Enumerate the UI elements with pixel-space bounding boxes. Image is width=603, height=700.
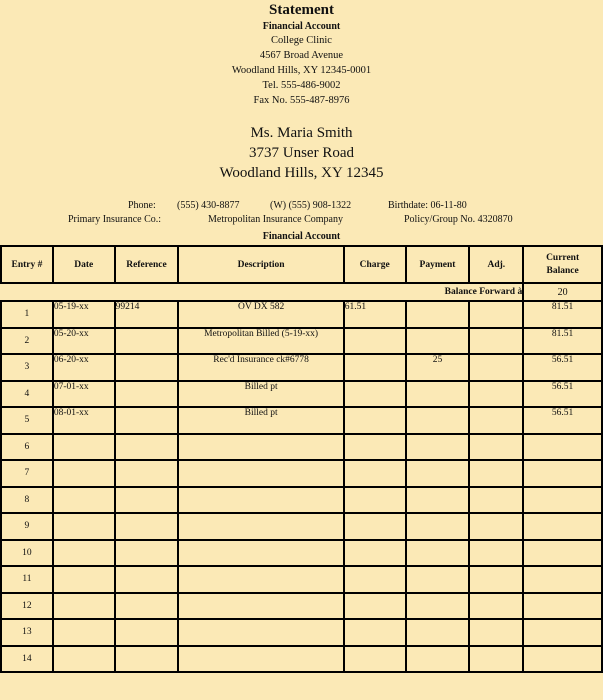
description-cell xyxy=(178,434,343,461)
adj-cell xyxy=(469,301,523,328)
adj-cell xyxy=(469,619,523,646)
payment-cell xyxy=(406,646,470,673)
payment-cell xyxy=(406,487,470,514)
payment-cell: 25 xyxy=(406,354,470,381)
balance-forward-row xyxy=(1,283,602,301)
ledger-row xyxy=(1,354,602,381)
adj-cell xyxy=(469,566,523,593)
description-cell: Billed pt xyxy=(178,407,343,434)
patient-city: Woodland Hills, XY 12345 xyxy=(219,165,384,181)
balance-forward-label: Balance Forward à xyxy=(1,283,523,301)
adj-cell xyxy=(469,407,523,434)
balance-cell xyxy=(523,566,602,593)
ledger-row xyxy=(1,513,602,540)
clinic-street: 4567 Broad Avenue xyxy=(259,50,344,61)
charge-cell xyxy=(344,354,406,381)
entry-cell: 2 xyxy=(1,328,53,355)
date-cell: 05-20-xx xyxy=(53,328,115,355)
balance-cell: 56.51 xyxy=(523,381,602,408)
adj-cell xyxy=(469,593,523,620)
entry-cell: 6 xyxy=(1,434,53,461)
balance-cell: 56.51 xyxy=(523,407,602,434)
col-charge: Charge xyxy=(344,246,406,283)
col-current-label: Current xyxy=(546,252,580,263)
ledger-row xyxy=(1,593,602,620)
reference-cell xyxy=(115,619,179,646)
charge-cell xyxy=(344,566,406,593)
balance-forward-value: 20 xyxy=(523,283,602,301)
payment-cell xyxy=(406,540,470,567)
adj-cell xyxy=(469,646,523,673)
payment-cell xyxy=(406,566,470,593)
entry-cell: 10 xyxy=(1,540,53,567)
description-cell xyxy=(178,487,343,514)
description-cell xyxy=(178,566,343,593)
balance-cell xyxy=(523,513,602,540)
adj-cell xyxy=(469,540,523,567)
ledger-row xyxy=(1,540,602,567)
adj-cell xyxy=(469,354,523,381)
adj-cell xyxy=(469,513,523,540)
entry-cell: 3 xyxy=(1,354,53,381)
reference-cell xyxy=(115,407,179,434)
charge-cell xyxy=(344,487,406,514)
balance-cell xyxy=(523,593,602,620)
date-cell: 06-20-xx xyxy=(53,354,115,381)
patient-street: 3737 Unser Road xyxy=(249,145,354,161)
col-reference: Reference xyxy=(115,246,179,283)
reference-cell xyxy=(115,328,179,355)
description-cell xyxy=(178,513,343,540)
description-cell: Billed pt xyxy=(178,381,343,408)
adj-cell xyxy=(469,434,523,461)
description-cell: Rec'd Insurance ck#6778 xyxy=(178,354,343,381)
reference-cell xyxy=(115,460,179,487)
payment-cell xyxy=(406,434,470,461)
description-cell xyxy=(178,540,343,567)
entry-cell: 5 xyxy=(1,407,53,434)
ledger-row xyxy=(1,407,602,434)
financial-account-section-title: Financial Account xyxy=(262,231,341,242)
phone-label: Phone: xyxy=(128,200,156,211)
reference-cell xyxy=(115,566,179,593)
payment-cell xyxy=(406,328,470,355)
ledger-header-row xyxy=(1,246,602,283)
payment-cell xyxy=(406,593,470,620)
clinic-fax: Fax No. 555-487-8976 xyxy=(253,95,350,106)
clinic-tel: Tel. 555-486-9002 xyxy=(262,80,341,91)
description-cell xyxy=(178,619,343,646)
phone-work: (W) (555) 908-1322 xyxy=(270,200,352,211)
col-current-balance xyxy=(523,246,602,283)
entry-cell: 13 xyxy=(1,619,53,646)
ledger-row xyxy=(1,328,602,355)
balance-cell xyxy=(523,487,602,514)
date-cell xyxy=(53,434,115,461)
date-cell xyxy=(53,460,115,487)
date-cell xyxy=(53,646,115,673)
ledger-row xyxy=(1,487,602,514)
reference-cell xyxy=(115,646,179,673)
date-cell xyxy=(53,513,115,540)
charge-cell xyxy=(344,513,406,540)
payment-cell xyxy=(406,619,470,646)
insurance-label: Primary Insurance Co.: xyxy=(68,214,162,225)
charge-cell xyxy=(344,434,406,461)
reference-cell xyxy=(115,354,179,381)
ledger-row xyxy=(1,381,602,408)
date-cell xyxy=(53,566,115,593)
date-cell xyxy=(53,619,115,646)
balance-cell xyxy=(523,540,602,567)
entry-cell: 8 xyxy=(1,487,53,514)
charge-cell xyxy=(344,619,406,646)
balance-cell: 81.51 xyxy=(523,301,602,328)
reference-cell xyxy=(115,540,179,567)
charge-cell xyxy=(344,646,406,673)
entry-cell: 11 xyxy=(1,566,53,593)
col-description: Description xyxy=(178,246,343,283)
ledger-row xyxy=(1,434,602,461)
reference-cell xyxy=(115,434,179,461)
phone-home: (555) 430-8877 xyxy=(177,200,240,211)
reference-cell xyxy=(115,487,179,514)
reference-cell xyxy=(115,381,179,408)
reference-cell xyxy=(115,593,179,620)
clinic-city: Woodland Hills, XY 12345-0001 xyxy=(231,65,372,76)
date-cell xyxy=(53,593,115,620)
description-cell: OV DX 582 xyxy=(178,301,343,328)
patient-name: Ms. Maria Smith xyxy=(250,125,353,141)
date-cell xyxy=(53,487,115,514)
entry-cell: 14 xyxy=(1,646,53,673)
payment-cell xyxy=(406,407,470,434)
adj-cell xyxy=(469,328,523,355)
reference-cell xyxy=(115,513,179,540)
balance-cell xyxy=(523,619,602,646)
balance-cell: 56.51 xyxy=(523,354,602,381)
entry-cell: 9 xyxy=(1,513,53,540)
financial-account-subtitle: Financial Account xyxy=(262,21,341,32)
balance-cell: 81.51 xyxy=(523,328,602,355)
charge-cell xyxy=(344,460,406,487)
description-cell xyxy=(178,460,343,487)
date-cell: 05-19-xx xyxy=(53,301,115,328)
insurance-name: Metropolitan Insurance Company xyxy=(208,214,343,225)
policy-number: Policy/Group No. 4320870 xyxy=(404,214,513,225)
balance-cell xyxy=(523,460,602,487)
clinic-name: College Clinic xyxy=(271,35,332,46)
entry-cell: 12 xyxy=(1,593,53,620)
payment-cell xyxy=(406,460,470,487)
description-cell: Metropolitan Billed (5-19-xx) xyxy=(178,328,343,355)
date-cell xyxy=(53,540,115,567)
charge-cell xyxy=(344,381,406,408)
description-cell xyxy=(178,646,343,673)
birthdate: Birthdate: 06-11-80 xyxy=(388,200,467,211)
col-balance-label: Balance xyxy=(546,265,579,276)
description-cell xyxy=(178,593,343,620)
charge-cell xyxy=(344,593,406,620)
ledger-row xyxy=(1,460,602,487)
date-cell: 07-01-xx xyxy=(53,381,115,408)
charge-cell xyxy=(344,540,406,567)
charge-cell: 61.51 xyxy=(344,301,406,328)
payment-cell xyxy=(406,513,470,540)
entry-cell: 4 xyxy=(1,381,53,408)
payment-cell xyxy=(406,381,470,408)
col-payment: Payment xyxy=(406,246,470,283)
statement-title: Statement xyxy=(269,2,334,18)
reference-cell: 99214 xyxy=(115,301,179,328)
adj-cell xyxy=(469,487,523,514)
ledger-row xyxy=(1,566,602,593)
payment-cell xyxy=(406,301,470,328)
ledger-row xyxy=(1,646,602,673)
adj-cell xyxy=(469,460,523,487)
ledger-row xyxy=(1,619,602,646)
charge-cell xyxy=(344,407,406,434)
entry-cell: 1 xyxy=(1,301,53,328)
balance-cell xyxy=(523,434,602,461)
date-cell: 08-01-xx xyxy=(53,407,115,434)
col-entry: Entry # xyxy=(1,246,53,283)
entry-cell: 7 xyxy=(1,460,53,487)
col-adj: Adj. xyxy=(469,246,523,283)
adj-cell xyxy=(469,381,523,408)
charge-cell xyxy=(344,328,406,355)
ledger-row xyxy=(1,301,602,328)
ledger-table xyxy=(0,245,603,673)
ledger-body xyxy=(1,301,602,672)
col-date: Date xyxy=(53,246,115,283)
balance-cell xyxy=(523,646,602,673)
